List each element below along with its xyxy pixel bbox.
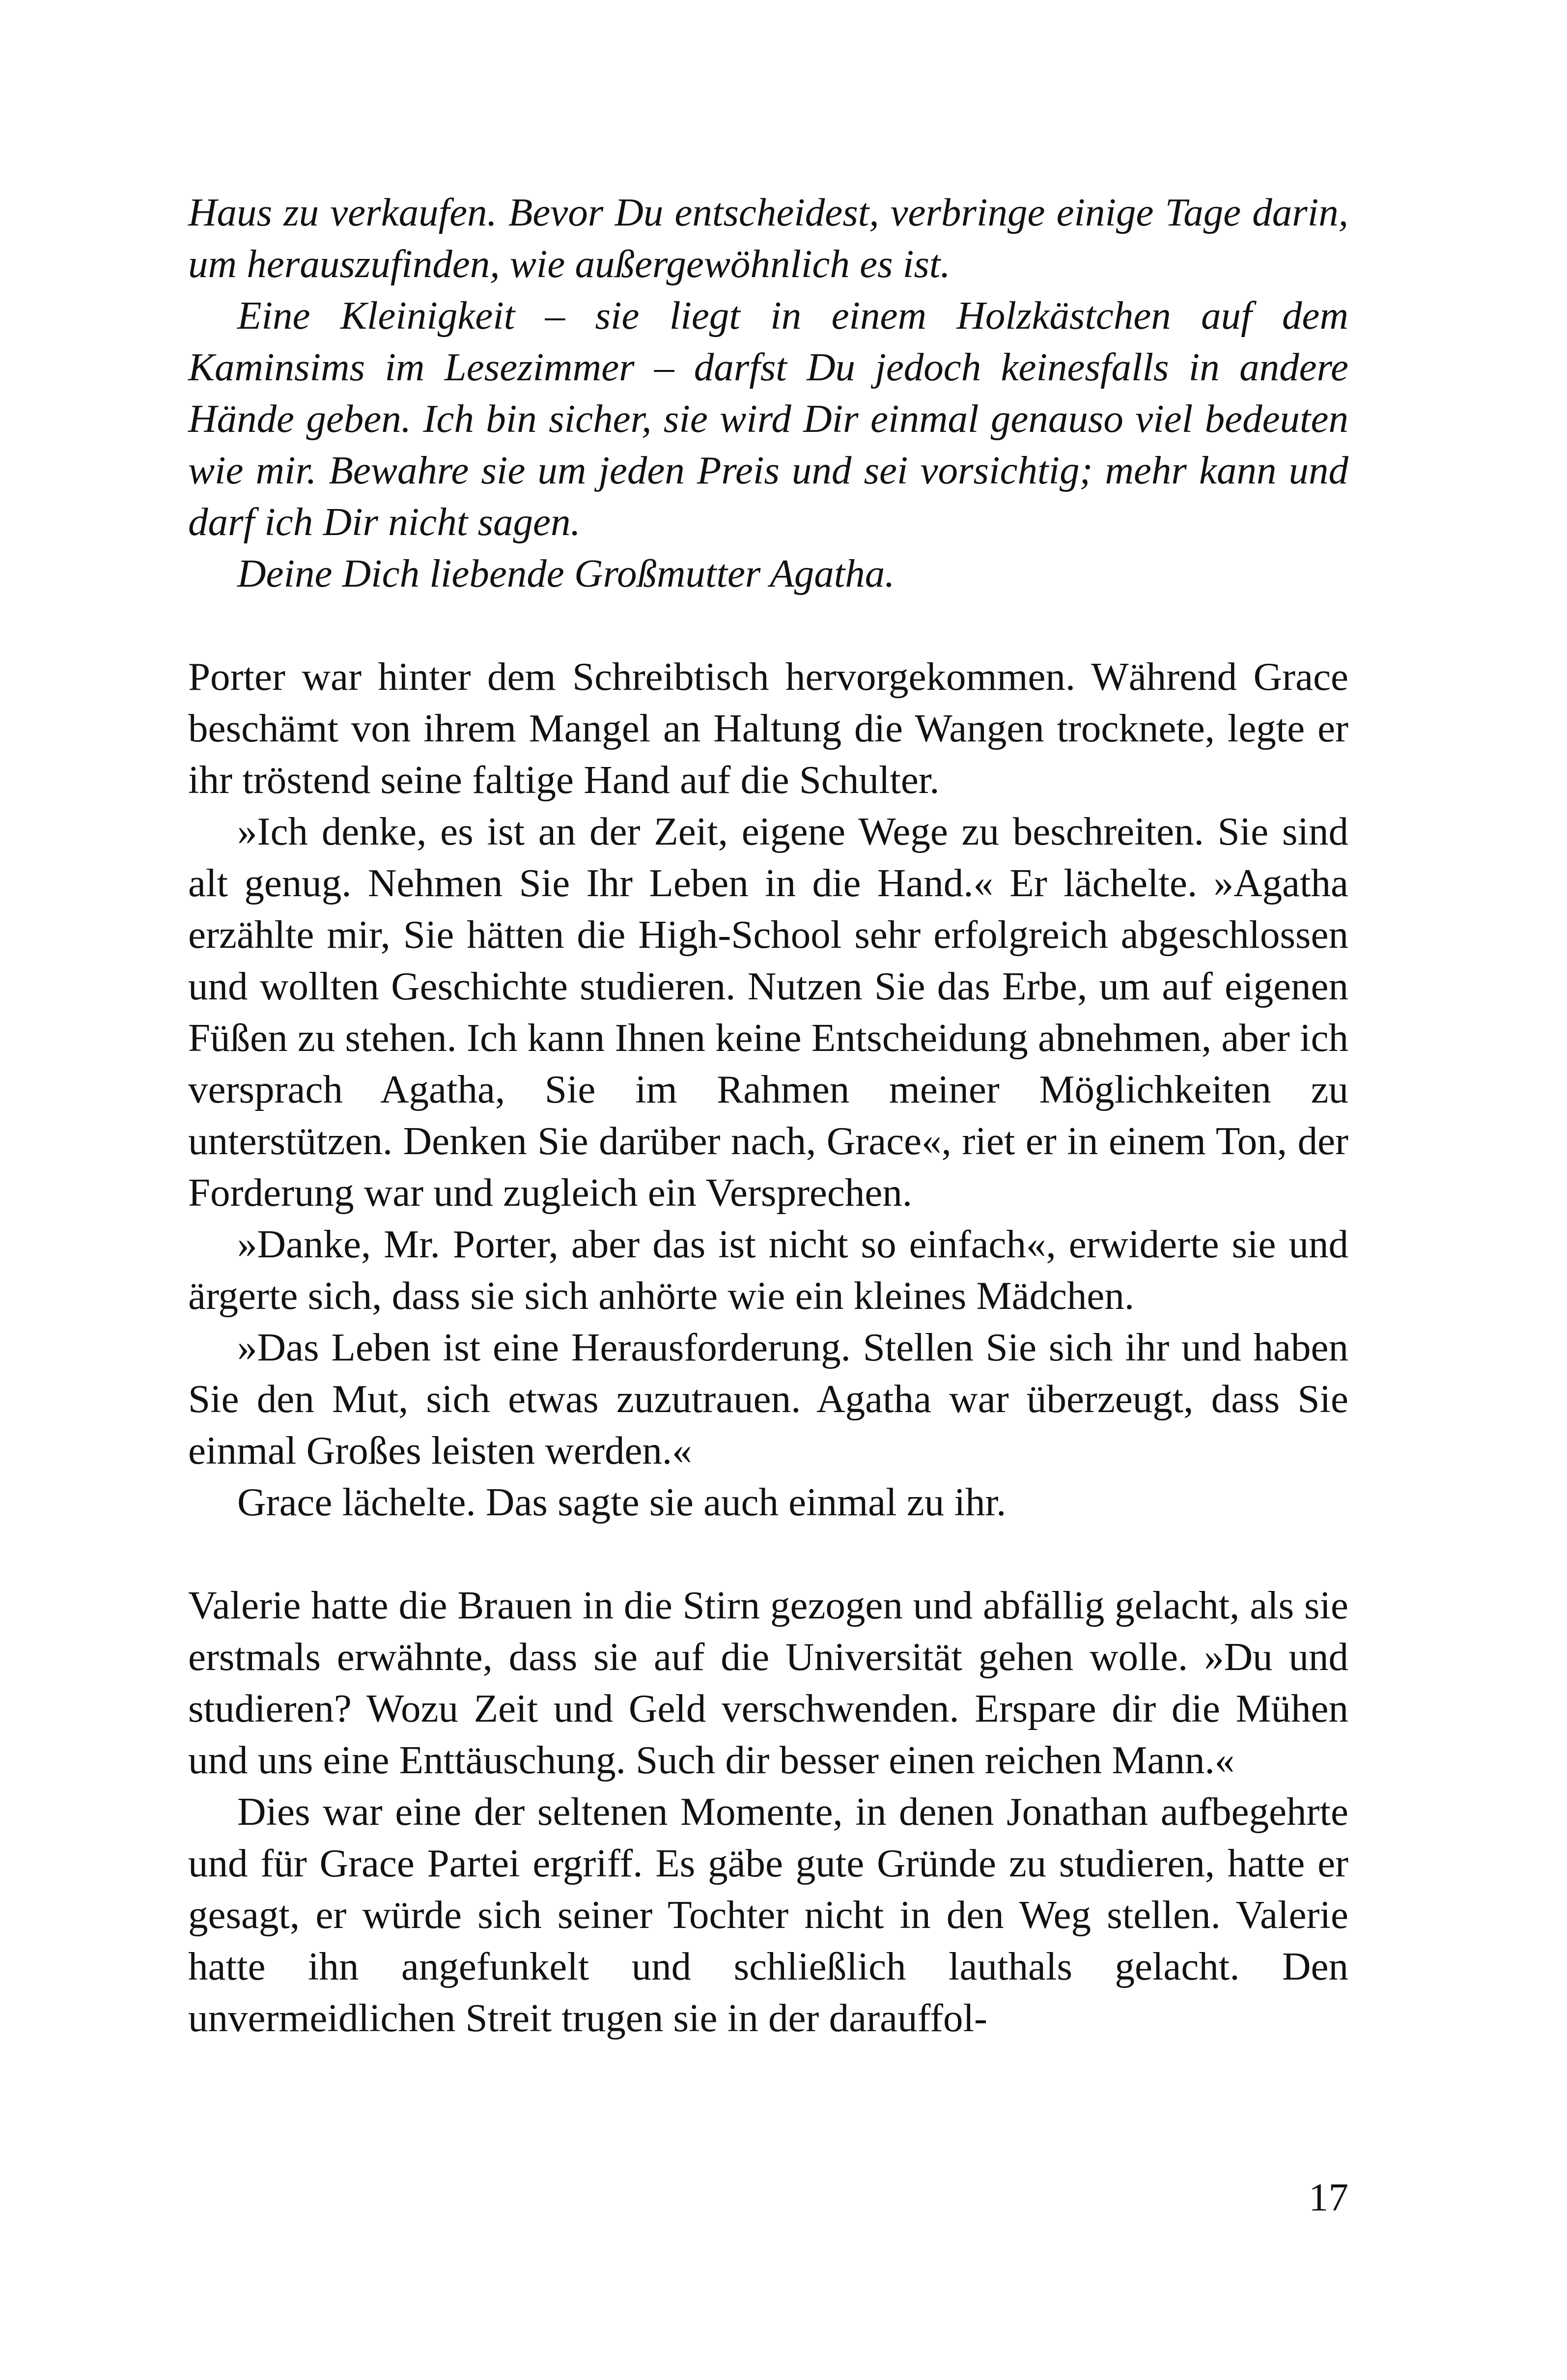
body-paragraph: Grace lächelte. Das sagte sie auch einmal zu ihr. [237,1480,1007,1524]
body-paragraph: »Das Leben ist eine Herausforderung. Stellen Sie sich ihr und haben Sie den Mut, sich etwas zuzutrauen. Agatha war überzeugt, dass Sie einmal Großes leisten werden.« [188,1325,1348,1473]
letter-excerpt [188,187,1348,599]
body-paragraph: »Ich denke, es ist an der Zeit, eigene Wege zu beschreiten. Sie sind alt genug. Nehmen Sie Ihr Leben in die Hand.« Er lächelte. »Agatha erzählte mir, Sie hätten die High-School sehr erfolgreich abgeschlossen und wollten Geschichte studieren. Nutzen Sie das Erbe, um auf eigenen Füßen zu stehen. Ich kann Ihnen keine Entscheidung abnehmen, aber ich versprach Agatha, Sie im Rahmen meiner Möglichkeiten zu unterstützen. Denken Sie darüber nach, Grace«, riet er in einem Ton, der Forderung war und zugleich ein Versprechen. [188,809,1348,1215]
section-valerie [188,1580,1348,2044]
section-break [188,1528,1348,1580]
section-porter [188,651,1348,1528]
body-paragraph: Porter war hinter dem Schreibtisch hervorgekommen. Während Grace beschämt von ihrem Mangel an Haltung die Wangen trocknete, legte er ihr tröstend seine faltige Hand auf die Schulter. [188,654,1348,802]
page-number: 17 [1309,2175,1348,2219]
letter-signature: Deine Dich liebende Großmutter Agatha. [237,551,895,595]
section-break [188,599,1348,651]
page-body [188,187,1348,2044]
body-paragraph: Dies war eine der seltenen Momente, in denen Jonathan aufbegehrte und für Grace Partei ergriff. Es gäbe gute Gründe zu studieren, hatte er gesagt, er würde sich seiner Tochter nicht in den Weg stellen. Valerie hatte ihn angefunkelt und schließlich lauthals gelacht. Den unvermeidlichen Streit trugen sie in der darauffol- [188,1789,1348,2040]
body-paragraph: Valerie hatte die Brauen in die Stirn gezogen und abfällig gelacht, als sie erstmals erwähnte, dass sie auf die Universität gehen wolle. »Du und studieren? Wozu Zeit und Geld verschwenden. Erspare dir die Mühen und uns eine Enttäuschung. Such dir besser einen reichen Mann.« [188,1583,1348,1782]
letter-paragraph: Eine Kleinigkeit – sie liegt in einem Holzkästchen auf dem Kaminsims im Lesezimmer – darfst Du jedoch keinesfalls in andere Hände geben. Ich bin sicher, sie wird Dir einmal genauso viel bedeuten wie mir. Bewahre sie um jeden Preis und sei vorsichtig; mehr kann und darf ich Dir nicht sagen. [188,293,1348,544]
letter-paragraph: Haus zu verkaufen. Bevor Du entscheidest, verbringe einige Tage darin, um herauszufinden, wie außergewöhnlich es ist. [188,190,1348,286]
body-paragraph: »Danke, Mr. Porter, aber das ist nicht so einfach«, erwiderte sie und ärgerte sich, dass sie sich anhörte wie ein kleines Mädchen. [188,1222,1348,1318]
